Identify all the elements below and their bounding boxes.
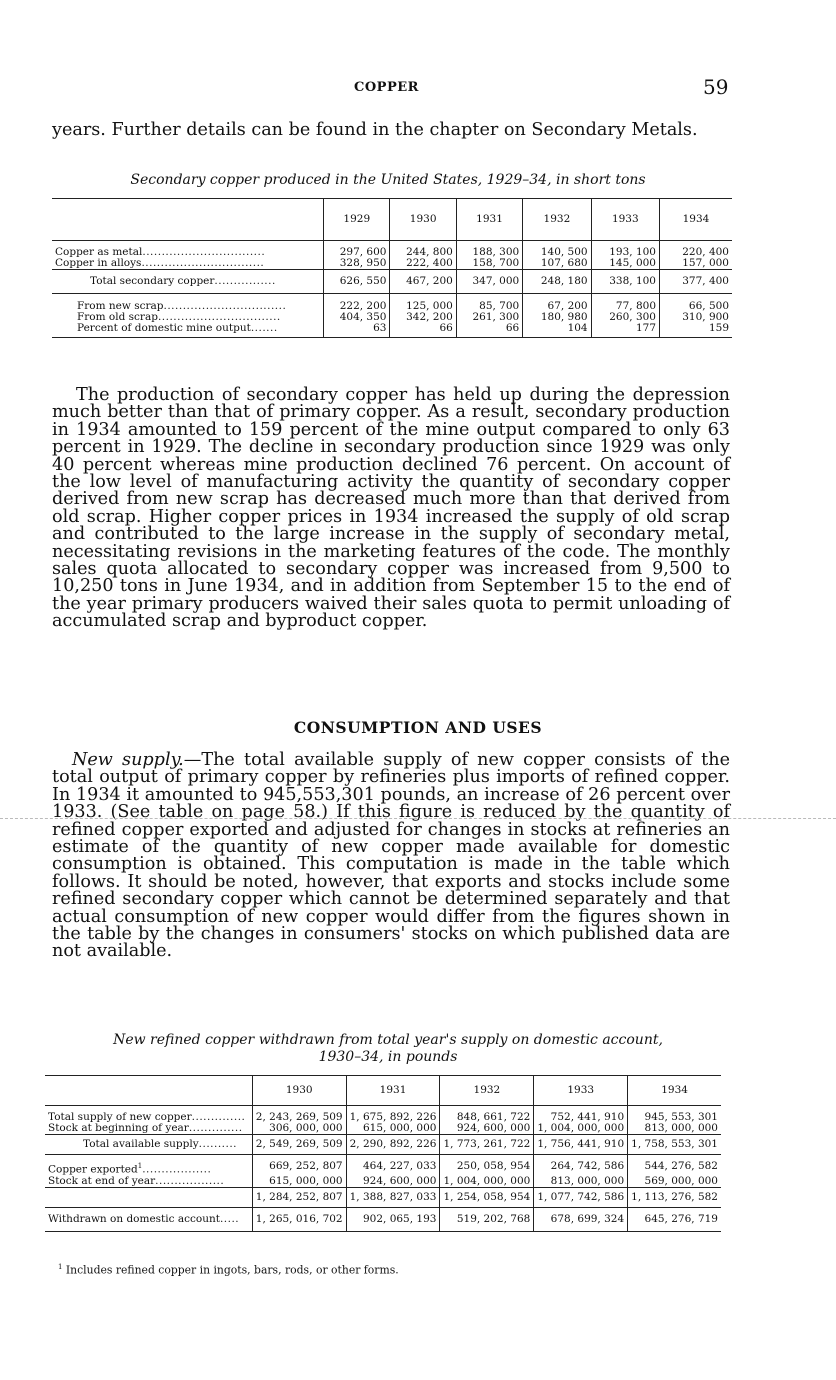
section-heading: CONSUMPTION AND USES [293,718,543,737]
cell: 813, 000, 000 [534,1176,628,1188]
cell: 902, 065, 193 [346,1207,440,1231]
cell: 519, 202, 768 [440,1207,534,1231]
cell: 177 [591,323,659,338]
cell: 1, 758, 553, 301 [628,1135,721,1155]
cell: 107, 680 [523,258,591,270]
stub-header [45,1076,252,1106]
cell: 140, 500 [523,247,591,258]
table-row-total: Total secondary copper................ 626, 550 467, 200 347, 000 248, 180 338, 100 377, 400 [52,270,732,294]
table2-caption-line2: 1930–34, in pounds [318,1049,458,1065]
cell: 669, 252, 807 [252,1155,346,1176]
table-header-row [45,1076,721,1106]
intro-paragraph [52,122,730,139]
intro-text: years. Further details can be found in the chapter on Secondary Metals. [52,120,698,140]
row-label: Copper as metal [55,247,143,258]
cell: 250, 058, 954 [440,1155,534,1176]
cell: 157, 000 [660,258,733,270]
column-header: 1933 [534,1076,628,1106]
table-row: From new scrap................................ 222, 200 125, 000 85, 700 67, 200 77, 800 66, 500 [52,294,732,313]
column-header: 1934 [660,199,733,241]
production-text: The production of secondary copper has held up during the depression much better than that of primary copper. As a result, secondary production in 1934 amounted to 159 percent of the mine output compared to only 63 percent in 1929. The decline in secondary production since 1929 was only 40 percent whereas mine production declined 76 percent. On account of the low level of manufacturing activity the quantity of secondary copper derived from new scrap has decreased much more than that derived from old scrap. Higher copper prices in 1934 increased the supply of old scrap and contributed to the large increase in the supply of secondary metal, necessitating revisions in the marketing features of the code. The monthly sales quota allocated to secondary copper was increased from 9,500 to 10,250 tons in June 1934, and in addition from September 15 to the end of the year primary producers waived their sales quota to permit unloading of accumulated scrap and byproduct copper. [52,385,730,632]
production-paragraph [52,387,730,631]
row-label [45,1187,252,1207]
row-label: Stock at end of year [48,1175,156,1187]
table-row-subtotal [45,1187,721,1207]
cell: 377, 400 [660,270,733,294]
new-supply-text: —The total available supply of new copper consists of the total output of primary copper by refineries plus imports of refined copper. In 1934 it amounted to 945,553,301 pounds, an increase of 26 percent over 1933. (See table on page 58.) If this figure is reduced by the quantity of refined copper exported and adjusted for changes in stocks at refineries an estimate of the quantity of new copper made available for domestic consumption is obtained. This computation is made in the table which follows. It should be noted, however, that exports and stocks include some refined secondary copper which cannot be determined separately and that actual consumption of new copper would differ from the figures shown in the table by the changes in consumers' stocks on which published data are not available. [52,750,730,962]
row-label: Copper exported [48,1163,138,1176]
column-header: 1934 [628,1076,721,1106]
table-header-row [52,199,732,241]
scan-artifact-line [0,818,836,819]
table-row: Copper exported$^1$.................. 669, 252, 807 464, 227, 033 250, 058, 954 264, 742, 586 544, 276, 582 [45,1155,721,1176]
column-header: 1931 [346,1076,440,1106]
cell: 158, 700 [456,258,522,270]
cell: 222, 200 [324,294,390,313]
cell: 924, 600, 000 [440,1123,534,1135]
cell: 85, 700 [456,294,522,313]
cell: 645, 276, 719 [628,1207,721,1231]
footnote-text: Includes refined copper in ingots, bars, rods, or other forms. [65,1263,399,1277]
column-header: 1931 [456,199,522,241]
column-header: 1932 [523,199,591,241]
row-label: Percent of domestic mine output [77,323,251,334]
cell: 626, 550 [324,270,390,294]
column-header: 1929 [324,199,390,241]
cell: 220, 400 [660,247,733,258]
running-header [0,75,836,102]
stub-header [52,199,324,241]
cell: 261, 300 [456,312,522,323]
cell: 1, 773, 261, 722 [440,1135,534,1155]
cell: 342, 200 [390,312,456,323]
column-header: 1930 [390,199,456,241]
cell: 328, 950 [324,258,390,270]
cell: 145, 000 [591,258,659,270]
cell: 67, 200 [523,294,591,313]
cell: 1, 388, 827, 033 [346,1187,440,1207]
cell: 244, 800 [390,247,456,258]
cell: 2, 243, 269, 509 [252,1112,346,1123]
new-supply-lead: New supply. [72,750,184,770]
cell: 615, 000, 000 [346,1123,440,1135]
row-label: Total supply of new copper [48,1112,192,1123]
table-row-final: Withdrawn on domestic account..... 1, 265, 016, 702 902, 065, 193 519, 202, 768 678, 699, 324 645, 276, 719 [45,1207,721,1231]
cell: 180, 980 [523,312,591,323]
row-label: From new scrap [77,300,164,312]
row-label: Total secondary copper [90,275,215,287]
cell: 1, 077, 742, 586 [534,1187,628,1207]
cell: 1, 284, 252, 807 [252,1187,346,1207]
cell: 104 [523,323,591,338]
cell: 77, 800 [591,294,659,313]
cell: 467, 200 [390,270,456,294]
column-header: 1933 [591,199,659,241]
table2-caption [46,1032,730,1066]
cell: 1, 113, 276, 582 [628,1187,721,1207]
cell: 66 [456,323,522,338]
cell: 1, 004, 000, 000 [534,1123,628,1135]
new-copper-withdrawn-table [45,1075,721,1232]
row-label: From old scrap [77,312,158,323]
cell: 752, 441, 910 [534,1112,628,1123]
cell: 248, 180 [523,270,591,294]
cell: 1, 756, 441, 910 [534,1135,628,1155]
footnote [58,1263,399,1277]
secondary-copper-table [52,198,732,338]
cell: 464, 227, 033 [346,1155,440,1176]
cell: 813, 000, 000 [628,1123,721,1135]
table-row: Stock at end of year.................. 615, 000, 000 924, 600, 000 1, 004, 000, 000 813, 000, 000 569, 000, 000 [45,1176,721,1188]
footnote-mark: 1 [58,1263,63,1271]
page-number: 59 [703,75,729,99]
cell: 615, 000, 000 [252,1176,346,1188]
row-label: Stock at beginning of year [48,1123,189,1134]
cell: 924, 600, 000 [346,1176,440,1188]
cell: 848, 661, 722 [440,1112,534,1123]
cell: 678, 699, 324 [534,1207,628,1231]
cell: 1, 675, 892, 226 [346,1112,440,1123]
cell: 1, 254, 058, 954 [440,1187,534,1207]
cell: 188, 300 [456,247,522,258]
cell: 260, 300 [591,312,659,323]
row-label: Withdrawn on domestic account [48,1212,220,1225]
cell: 338, 100 [591,270,659,294]
cell: 159 [660,323,733,338]
cell: 544, 276, 582 [628,1155,721,1176]
cell: 945, 553, 301 [628,1112,721,1123]
cell: 125, 000 [390,294,456,313]
column-header: 1930 [252,1076,346,1106]
cell: 63 [324,323,390,338]
table1-caption: Secondary copper produced in the United States, 1929–34, in short tons [130,172,646,188]
cell: 310, 900 [660,312,733,323]
cell: 306, 000, 000 [252,1123,346,1135]
table-row-total: Total available supply.......... 2, 549, 269, 509 2, 290, 892, 226 1, 773, 261, 722 1, 756, 441, 910 1, 758, 553, 301 [45,1135,721,1155]
cell: 569, 000, 000 [628,1176,721,1188]
cell: 297, 600 [324,247,390,258]
table-row: Total supply of new copper.............. 2, 243, 269, 509 1, 675, 892, 226 848, 661, 722 752, 441, 910 945, 553, 301 [45,1112,721,1123]
table2-caption-line1: New refined copper withdrawn from total year's supply on domestic account, [113,1032,663,1048]
cell: 404, 350 [324,312,390,323]
cell: 1, 004, 000, 000 [440,1176,534,1188]
footnote-ref: 1 [137,1162,143,1170]
table-row: Copper as metal................................ 297, 600 244, 800 188, 300 140, 500 193, 100 220, 400 [52,247,732,258]
row-label: Copper in alloys [55,258,142,269]
cell: 193, 100 [591,247,659,258]
running-title: COPPER [354,80,419,95]
table-row: Stock at beginning of year.............. 306, 000, 000 615, 000, 000 924, 600, 000 1, 004, 000, 000 813, 000, 000 [45,1123,721,1135]
cell: 2, 290, 892, 226 [346,1135,440,1155]
cell: 66 [390,323,456,338]
table-row: Copper in alloys................................ 328, 950 222, 400 158, 700 107, 680 145, 000 157, 000 [52,258,732,270]
cell: 1, 265, 016, 702 [252,1207,346,1231]
column-header: 1932 [440,1076,534,1106]
cell: 66, 500 [660,294,733,313]
cell: 2, 549, 269, 509 [252,1135,346,1155]
row-label: Total available supply [83,1138,199,1150]
cell: 264, 742, 586 [534,1155,628,1176]
new-supply-paragraph [52,752,730,961]
table-row: From old scrap................................ 404, 350 342, 200 261, 300 180, 980 260, 300 310, 900 [52,312,732,323]
cell: 222, 400 [390,258,456,270]
table-row: Percent of domestic mine output....... 63 66 66 104 177 159 [52,323,732,338]
cell: 347, 000 [456,270,522,294]
